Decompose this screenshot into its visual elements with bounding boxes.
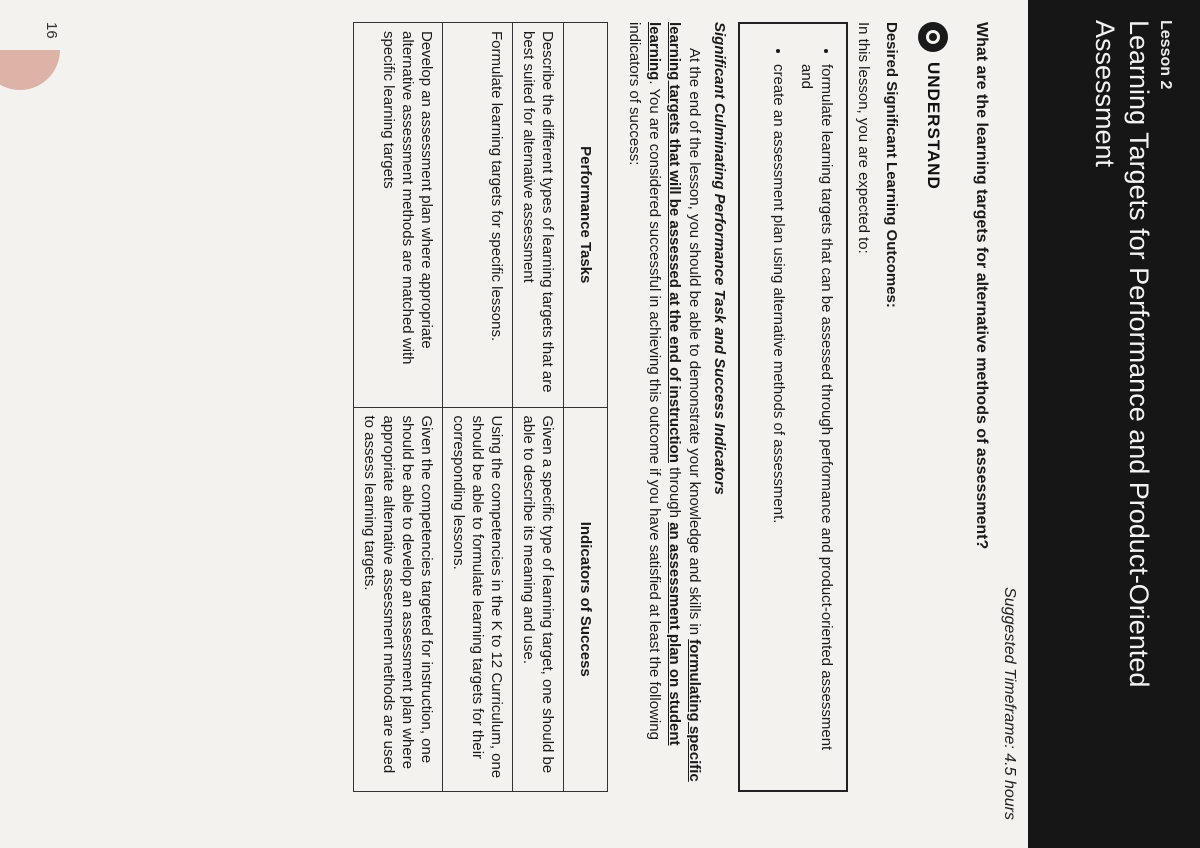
suggested-timeframe: Suggested Timeframe: 4.5 hours: [1001, 587, 1018, 820]
performance-tasks-table: [353, 22, 608, 792]
column-header: Indicators of Success: [564, 407, 608, 792]
table-row: [354, 23, 443, 792]
lesson-label: Lesson 2: [1157, 20, 1174, 90]
page-number: 16: [43, 22, 60, 39]
understand-heading-row: [916, 22, 950, 190]
outcome-item: • formulate learning targets that can be assessed through performance and product-oriented assessment and: [796, 64, 836, 774]
culminating-task-heading: Significant Culminating Performance Task and Success Indicators: [711, 22, 728, 495]
table-cell: Describe the different types of learning targets that are best suited for alternative assessment: [513, 23, 564, 408]
table-cell: Formulate learning targets for specific lessons.: [443, 23, 513, 408]
table-row: [513, 23, 564, 792]
outcomes-box: [738, 22, 848, 792]
underlined-phrase: an assessment plan on student learning: [646, 22, 683, 746]
understand-heading: UNDERSTAND: [924, 62, 943, 190]
guiding-question: What are the learning targets for alternative methods of assessment?: [973, 22, 990, 550]
outcomes-list: [768, 42, 836, 774]
outcomes-heading: Desired Significant Learning Outcomes:: [883, 22, 900, 308]
underlined-phrase: formulating specific learning targets that will be assessed at the end of instruction: [666, 22, 703, 782]
bulb-icon: [918, 22, 948, 52]
column-header: Performance Tasks: [564, 23, 608, 408]
table-cell: Given a specific type of learning target, one should be able to describe its meaning and use.: [513, 407, 564, 792]
table-cell: Using the competencies in the K to 12 Curriculum, one should be able to formulate learning targets for their corresponding lessons.: [443, 407, 513, 792]
lesson-header-band: [1028, 0, 1200, 848]
table-cell: Develop an assessment plan where appropriate alternative assessment methods are matched with specific learning targets: [354, 23, 443, 408]
outcome-item: • create an assessment plan using alternative methods of assessment.: [768, 64, 788, 774]
table-header-row: [564, 23, 608, 792]
outcomes-intro: In this lesson, you are expected to:: [855, 22, 872, 254]
table-cell: Given the competencies targeted for instruction, one should be able to develop an assessment plan where appropriate alternative assessment methods are used to assess learning targets.: [354, 407, 443, 792]
culminating-paragraph: At the end of the lesson, you should be able to demonstrate your knowledge and skills in formulating specific learning targets that will be assessed at the end of instruction through an assessment plan on student learning. You are considered successful in achieving this outcome if you have satisfied at least the following indicators of success:: [626, 22, 703, 782]
lesson-title: Learning Targets for Performance and Product-Oriented Assessment: [1090, 20, 1154, 688]
table-row: [443, 23, 513, 792]
